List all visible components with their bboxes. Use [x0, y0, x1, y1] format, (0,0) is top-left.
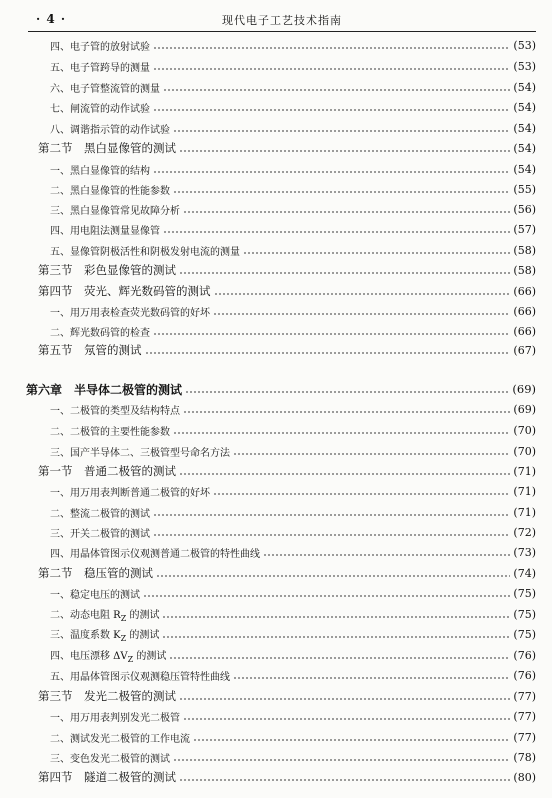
- toc-page-number: (73): [513, 545, 536, 559]
- toc-entry-title: [38, 262, 179, 278]
- toc-section-entry: [38, 138, 536, 158]
- toc-entry-text: 三、黑白显像管常见故障分析: [50, 205, 180, 217]
- toc-chapter-entry: [26, 379, 536, 399]
- dot-leader: [179, 779, 510, 781]
- toc-subsection-entry: [50, 240, 536, 260]
- toc-section-entry: [38, 260, 536, 280]
- toc-entry-text: 二、黑白显像管的性能参数: [50, 185, 170, 197]
- toc-subsection-entry: [50, 301, 536, 321]
- toc-page-number: (66): [513, 304, 536, 318]
- toc-page-number: (54): [513, 100, 536, 114]
- toc-entry-title: [50, 586, 143, 601]
- dot-leader: [185, 391, 509, 393]
- toc-entry-text-tail: 的测试: [126, 629, 160, 641]
- dot-leader: [263, 554, 510, 556]
- toc-section-entry: [38, 686, 536, 706]
- running-title: 现代电子工艺技术指南: [222, 14, 342, 27]
- toc-page-number: (54): [513, 80, 536, 94]
- toc-section-entry: [38, 767, 536, 787]
- toc-page-number: (70): [513, 423, 536, 437]
- toc-entry-text: 二、测试发光二极管的工作电流: [50, 733, 190, 745]
- toc-page-number: (54): [513, 121, 536, 135]
- toc-subsection-entry: [50, 583, 536, 603]
- toc-entry-text: 第一节 普通二极管的测试: [38, 464, 176, 478]
- toc-subsection-entry: [50, 219, 536, 239]
- toc-entry-text: 三、开关二极管的测试: [50, 528, 150, 540]
- toc-entry-title: [50, 243, 243, 258]
- toc-subsection-entry: [50, 399, 536, 419]
- toc-entry-title: [50, 545, 263, 560]
- toc-entry-title: [50, 402, 183, 417]
- toc-entry-text-tail: 的测试: [133, 650, 167, 662]
- toc-entry-title: [50, 324, 153, 339]
- toc-subsection-entry: [50, 747, 536, 767]
- toc-entry-text: 四、电子管的放射试验: [50, 41, 150, 53]
- toc-entry-title: [38, 565, 156, 581]
- toc-entry-text: 一、稳定电压的测试: [50, 589, 140, 601]
- toc-subsection-entry: [50, 522, 536, 542]
- toc-entry-title: [50, 606, 162, 623]
- toc-entry-title: [50, 505, 153, 520]
- toc-entry-title: [50, 668, 233, 683]
- toc-entry-title: [26, 381, 185, 398]
- toc-page-number: (75): [513, 586, 536, 600]
- dot-leader: [243, 252, 510, 254]
- toc-subsection-entry: [50, 321, 536, 341]
- toc-entry-text: 四、用晶体管图示仪观测普通二极管的特性曲线: [50, 548, 260, 560]
- toc-subsection-entry: [50, 542, 536, 562]
- toc-entry-text: 一、二极管的类型及结构特点: [50, 405, 180, 417]
- toc-section-entry: [38, 340, 536, 360]
- toc-entry-text: 二、整流二极管的测试: [50, 508, 150, 520]
- dot-leader: [214, 293, 511, 295]
- dot-leader: [213, 493, 510, 495]
- toc-subsection-entry: [50, 727, 536, 747]
- toc-page-number: (75): [513, 607, 536, 621]
- toc-entry-title: [38, 769, 179, 785]
- toc-entry-text: 三、温度系数 K: [50, 629, 121, 641]
- toc-entry-text: 一、黑白显像管的结构: [50, 165, 150, 177]
- toc-entry-text: 七、闸流管的动作试验: [50, 103, 150, 115]
- toc-page-number: (69): [513, 402, 536, 416]
- toc-entry-title: [50, 525, 153, 540]
- toc-page-number: (76): [513, 668, 536, 682]
- dot-leader: [183, 211, 510, 213]
- toc-page-number: (69): [512, 382, 536, 396]
- toc-entry-text: 二、辉光数码管的检查: [50, 327, 150, 339]
- toc-entry-text: 第四节 隧道二极管的测试: [38, 770, 176, 784]
- toc-page-number: (55): [513, 182, 536, 196]
- toc-entry-title: [50, 709, 183, 724]
- dot-leader: [179, 698, 510, 700]
- toc-entry-title: [50, 121, 173, 136]
- toc-entry-title: [38, 342, 145, 358]
- toc-page-number: (80): [513, 770, 536, 784]
- toc-entry-text: 第二节 稳压管的测试: [38, 566, 153, 580]
- toc-entry-subscript: Z: [120, 613, 127, 623]
- toc-subsection-entry: [50, 665, 536, 685]
- toc-entry-text-tail: 的测试: [126, 609, 160, 621]
- toc-entry-title: [50, 59, 153, 74]
- toc-page-number: (58): [513, 243, 536, 257]
- toc-entry-text: 第三节 发光二极管的测试: [38, 689, 176, 703]
- toc-entry-text: 第三节 彩色显像管的测试: [38, 263, 176, 277]
- toc-page-number: (66): [513, 324, 536, 338]
- toc-entry-text: 三、国产半导体二、三极管型号命名方法: [50, 447, 230, 459]
- dot-leader: [213, 313, 510, 315]
- toc-subsection-entry: [50, 624, 536, 644]
- toc-entry-text: 一、用万用表检查荧光数码管的好坏: [50, 307, 210, 319]
- dot-leader: [173, 432, 510, 434]
- dot-leader: [173, 759, 510, 761]
- toc-entry-text: 一、用万用表判别发光二极管: [50, 712, 180, 724]
- toc-entry-text: 一、用万用表判断普通二极管的好坏: [50, 487, 210, 499]
- dot-leader: [233, 677, 510, 679]
- header-rule: [28, 31, 536, 32]
- toc-entry-title: [50, 38, 153, 53]
- dot-leader: [153, 171, 510, 173]
- dot-leader: [153, 47, 510, 49]
- toc-entry-title: [50, 80, 163, 95]
- toc-page-number: (77): [513, 730, 536, 744]
- toc-subsection-entry: [50, 35, 536, 55]
- toc-page-number: (54): [513, 141, 536, 155]
- toc-page-number: (71): [513, 484, 536, 498]
- toc-page-number: (66): [513, 284, 536, 298]
- toc-entry-title: [38, 688, 179, 704]
- toc-page-number: (56): [513, 202, 536, 216]
- toc-entry-title: [50, 484, 213, 499]
- toc-entry-text: 六、电子管整流管的测量: [50, 83, 160, 95]
- dot-leader: [145, 352, 511, 354]
- toc-entry-title: [50, 626, 162, 643]
- dot-leader: [156, 575, 510, 577]
- dot-leader: [173, 130, 510, 132]
- toc-page-number: (58): [513, 263, 536, 277]
- toc-subsection-entry: [50, 199, 536, 219]
- dot-leader: [163, 231, 510, 233]
- toc-subsection-entry: [50, 159, 536, 179]
- toc-section-entry: [38, 281, 536, 301]
- dot-leader: [183, 718, 510, 720]
- toc-subsection-entry: [50, 441, 536, 461]
- toc-entry-text: 五、显像管阴极活性和阴极发射电流的测量: [50, 246, 240, 258]
- toc-page-number: (72): [513, 525, 536, 539]
- toc-section-entry: [38, 563, 536, 583]
- toc-subsection-entry: [50, 502, 536, 522]
- toc-subsection-entry: [50, 481, 536, 501]
- toc-entry-title: [50, 304, 213, 319]
- toc-section-entry: [38, 461, 536, 481]
- toc-entry-text: 四、电压漂移 ΔV: [50, 650, 128, 662]
- toc-entry-title: [38, 140, 179, 156]
- toc-entry-text: 三、变色发光二极管的测试: [50, 753, 170, 765]
- toc-page-number: (67): [513, 343, 536, 357]
- toc-entry-title: [50, 100, 153, 115]
- toc-entry-title: [50, 222, 163, 237]
- toc-entry-title: [38, 463, 179, 479]
- toc-entry-text: 第四节 荧光、辉光数码管的测试: [38, 284, 211, 298]
- toc-entry-text: 二、二极管的主要性能参数: [50, 426, 170, 438]
- toc-page-number: (71): [513, 464, 536, 478]
- toc-entry-title: [50, 423, 173, 438]
- toc-entry-subscript: Z: [127, 654, 134, 664]
- toc-entry-text: 第五节 氖管的测试: [38, 343, 142, 357]
- toc-subsection-entry: [50, 56, 536, 76]
- dot-leader: [153, 109, 510, 111]
- toc-page-number: (57): [513, 222, 536, 236]
- dot-leader: [193, 739, 510, 741]
- dot-leader: [169, 657, 510, 659]
- dot-leader: [162, 636, 510, 638]
- toc-entry-text: 五、用晶体管图示仪观测稳压管特性曲线: [50, 671, 230, 683]
- toc-entry-text: 第六章 半导体二极管的测试: [26, 382, 183, 397]
- toc-entry-text: 第二节 黑白显像管的测试: [38, 141, 176, 155]
- dot-leader: [179, 473, 510, 475]
- dot-leader: [162, 616, 510, 618]
- toc-subsection-entry: [50, 420, 536, 440]
- toc-entry-text: 四、用电阻法测量显像管: [50, 225, 160, 237]
- dot-leader: [233, 453, 510, 455]
- toc-page-number: (77): [513, 689, 536, 703]
- toc-subsection-entry: [50, 77, 536, 97]
- dot-leader: [153, 333, 510, 335]
- toc-subsection-entry: [50, 706, 536, 726]
- dot-leader: [163, 89, 510, 91]
- page-header: [28, 8, 536, 32]
- toc-entry-title: [50, 182, 173, 197]
- toc-entry-title: [50, 444, 233, 459]
- dot-leader: [153, 514, 510, 516]
- dot-leader: [143, 595, 510, 597]
- toc-subsection-entry: [50, 118, 536, 138]
- toc-entry-text: 八、调谐指示管的动作试验: [50, 124, 170, 136]
- toc-page-number: (54): [513, 162, 536, 176]
- toc-page-number: (53): [513, 38, 536, 52]
- page-number: · 4 ·: [36, 12, 67, 26]
- toc-page-number: (77): [513, 709, 536, 723]
- toc-page-number: (75): [513, 627, 536, 641]
- toc-entry-title: [38, 283, 214, 299]
- toc-page-number: (70): [513, 444, 536, 458]
- toc-entry-subscript: Z: [120, 633, 127, 643]
- toc-entry-text: 五、电子管跨导的测量: [50, 62, 150, 74]
- toc-page-number: (53): [513, 59, 536, 73]
- toc-page-number: (74): [513, 566, 536, 580]
- toc-entry-title: [50, 162, 153, 177]
- toc-subsection-entry: [50, 97, 536, 117]
- toc-subsection-entry: [50, 645, 536, 665]
- toc-page-number: (78): [513, 750, 536, 764]
- toc-page-number: (71): [513, 505, 536, 519]
- dot-leader: [173, 191, 510, 193]
- dot-leader: [179, 150, 510, 152]
- dot-leader: [153, 534, 510, 536]
- toc-subsection-entry: [50, 604, 536, 624]
- toc-entry-title: [50, 750, 173, 765]
- toc-page-number: (76): [513, 648, 536, 662]
- toc-subsection-entry: [50, 179, 536, 199]
- dot-leader: [153, 68, 510, 70]
- toc-entry-title: [50, 647, 169, 664]
- toc-entry-text: 二、动态电阻 R: [50, 609, 121, 621]
- toc-entry-title: [50, 730, 193, 745]
- toc-entry-title: [50, 202, 183, 217]
- dot-leader: [183, 411, 510, 413]
- dot-leader: [179, 272, 510, 274]
